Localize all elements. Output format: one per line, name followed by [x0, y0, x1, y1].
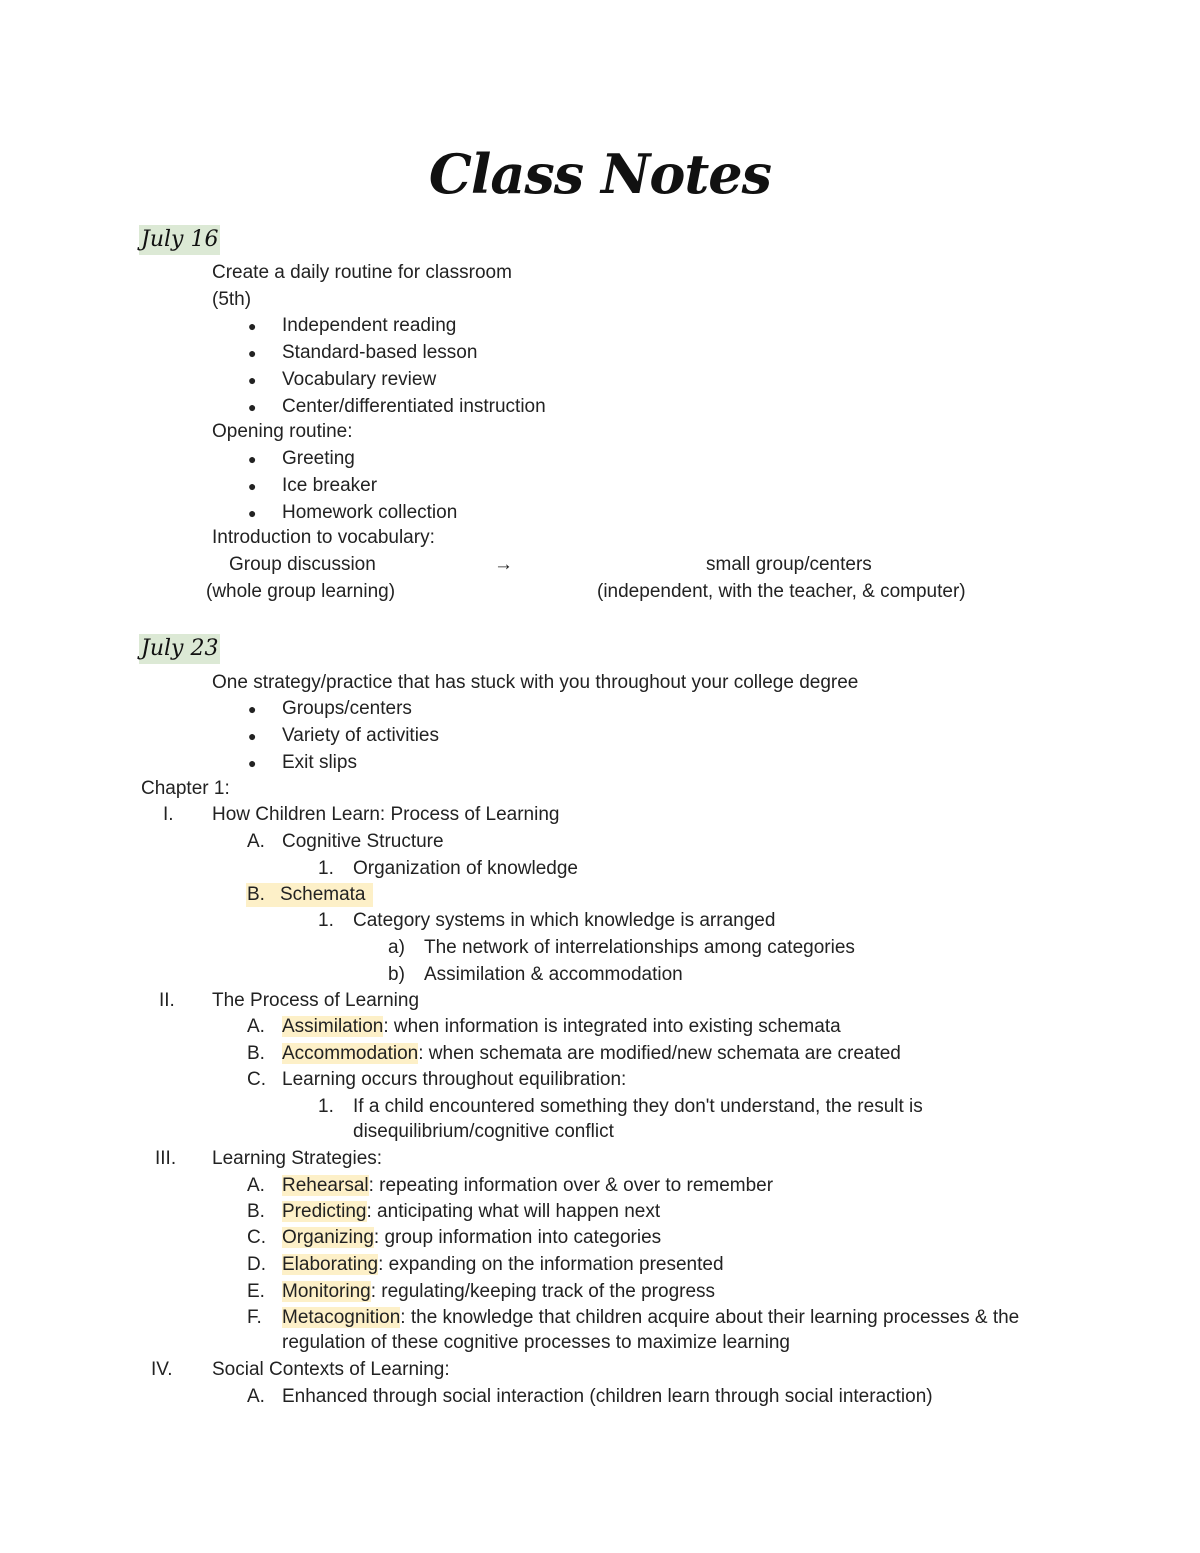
outline-marker: B. — [247, 1201, 265, 1222]
bullet-icon: ● — [248, 755, 257, 771]
outline-marker: b) — [388, 964, 405, 985]
section-heading: How Children Learn: Process of Learning — [212, 804, 560, 825]
flow-right: small group/centers — [706, 554, 872, 575]
highlighted-term: Accommodation — [282, 1043, 419, 1064]
flow-left: Group discussion — [229, 554, 376, 575]
outline-marker: A. — [247, 1016, 265, 1037]
july23-item: Exit slips — [282, 752, 357, 773]
strategy-item: Monitoring: regulating/keeping track of the progress — [282, 1281, 716, 1302]
outline-marker: C. — [247, 1227, 266, 1248]
highlighted-term: Predicting — [282, 1201, 367, 1222]
bullet-icon: ● — [248, 505, 257, 521]
opening-item: Greeting — [282, 448, 355, 469]
page-title: Class Notes — [428, 142, 772, 206]
outline-marker: A. — [247, 831, 265, 852]
strategy-item: Metacognition: the knowledge that children acquire about their learning processes & the — [282, 1307, 1020, 1328]
outline-marker: A. — [247, 1386, 265, 1407]
outline-item: Cognitive Structure — [282, 831, 444, 852]
chapter-label: Chapter 1: — [141, 778, 230, 799]
highlighted-term: Assimilation — [282, 1016, 384, 1037]
strategy-item-continued: regulation of these cognitive processes to maximize learning — [282, 1332, 790, 1353]
routine-item: Standard-based lesson — [282, 342, 478, 363]
july23-item: Groups/centers — [282, 698, 412, 719]
outline-marker: 1. — [318, 858, 334, 879]
highlighted-item-schemata — [246, 883, 373, 907]
outline-item: Assimilation: when information is integrated into existing schemata — [282, 1016, 841, 1037]
outline-marker: III. — [155, 1148, 177, 1169]
outline-item: If a child encountered something they don't understand, the result is — [353, 1096, 923, 1117]
outline-marker: D. — [247, 1254, 266, 1275]
outline-item: Learning occurs throughout equilibration: — [282, 1069, 627, 1090]
outline-marker: B. — [247, 884, 265, 905]
strategy-item: Organizing: group information into categories — [282, 1227, 662, 1248]
july16-prompt-line1: Create a daily routine for classroom — [212, 262, 512, 283]
routine-item: Vocabulary review — [282, 369, 437, 390]
arrow-right-icon: → — [494, 554, 513, 575]
highlighted-term: Metacognition — [282, 1307, 401, 1328]
date-july-23: July 23 — [139, 634, 220, 664]
strategy-item: Rehearsal: repeating information over & over to remember — [282, 1175, 774, 1196]
outline-marker: II. — [159, 990, 175, 1011]
outline-marker: E. — [247, 1281, 265, 1302]
highlighted-term: Elaborating — [282, 1254, 379, 1275]
outline-marker: IV. — [151, 1359, 173, 1380]
flow-left-note: (whole group learning) — [206, 581, 396, 602]
bullet-icon: ● — [248, 318, 257, 334]
bullet-icon: ● — [248, 399, 257, 415]
outline-marker: F. — [247, 1307, 262, 1328]
outline-marker: I. — [163, 804, 174, 825]
vocabulary-label: Introduction to vocabulary: — [212, 527, 435, 548]
bullet-icon: ● — [248, 478, 257, 494]
section-heading: Social Contexts of Learning: — [212, 1359, 450, 1380]
bullet-icon: ● — [248, 451, 257, 467]
outline-item: Assimilation & accommodation — [424, 964, 683, 985]
bullet-icon: ● — [248, 345, 257, 361]
highlighted-term: Rehearsal — [282, 1175, 369, 1196]
outline-marker: A. — [247, 1175, 265, 1196]
routine-item: Independent reading — [282, 315, 457, 336]
outline-marker: 1. — [318, 910, 334, 931]
july16-prompt-line2: (5th) — [212, 289, 252, 310]
outline-marker: C. — [247, 1069, 266, 1090]
routine-item: Center/differentiated instruction — [282, 396, 546, 417]
outline-item: Enhanced through social interaction (children learn through social interaction) — [282, 1386, 933, 1407]
outline-item: Organization of knowledge — [353, 858, 578, 879]
outline-marker: 1. — [318, 1096, 334, 1117]
bullet-icon: ● — [248, 728, 257, 744]
outline-marker: a) — [388, 937, 405, 958]
bullet-icon: ● — [248, 372, 257, 388]
opening-item: Ice breaker — [282, 475, 378, 496]
outline-item: Category systems in which knowledge is arranged — [353, 910, 776, 931]
strategy-item: Elaborating: expanding on the information presented — [282, 1254, 724, 1275]
outline-item: Accommodation: when schemata are modified/new schemata are created — [282, 1043, 901, 1064]
strategy-item: Predicting: anticipating what will happen next — [282, 1201, 661, 1222]
flow-right-note: (independent, with the teacher, & computer) — [597, 581, 966, 602]
outline-marker: B. — [247, 1043, 265, 1064]
highlighted-term: Monitoring — [282, 1281, 371, 1302]
highlighted-term: Organizing — [282, 1227, 374, 1248]
outline-item-continued: disequilibrium/cognitive conflict — [353, 1121, 614, 1142]
bullet-icon: ● — [248, 701, 257, 717]
date-july-16: July 16 — [139, 225, 220, 255]
section-heading: The Process of Learning — [212, 990, 420, 1011]
outline-item: Schemata — [279, 884, 366, 905]
section-heading: Learning Strategies: — [212, 1148, 383, 1169]
outline-item: The network of interrelationships among categories — [424, 937, 855, 958]
opening-item: Homework collection — [282, 502, 458, 523]
opening-routine-label: Opening routine: — [212, 421, 353, 442]
july23-prompt: One strategy/practice that has stuck with you throughout your college degree — [212, 672, 859, 693]
july23-item: Variety of activities — [282, 725, 439, 746]
